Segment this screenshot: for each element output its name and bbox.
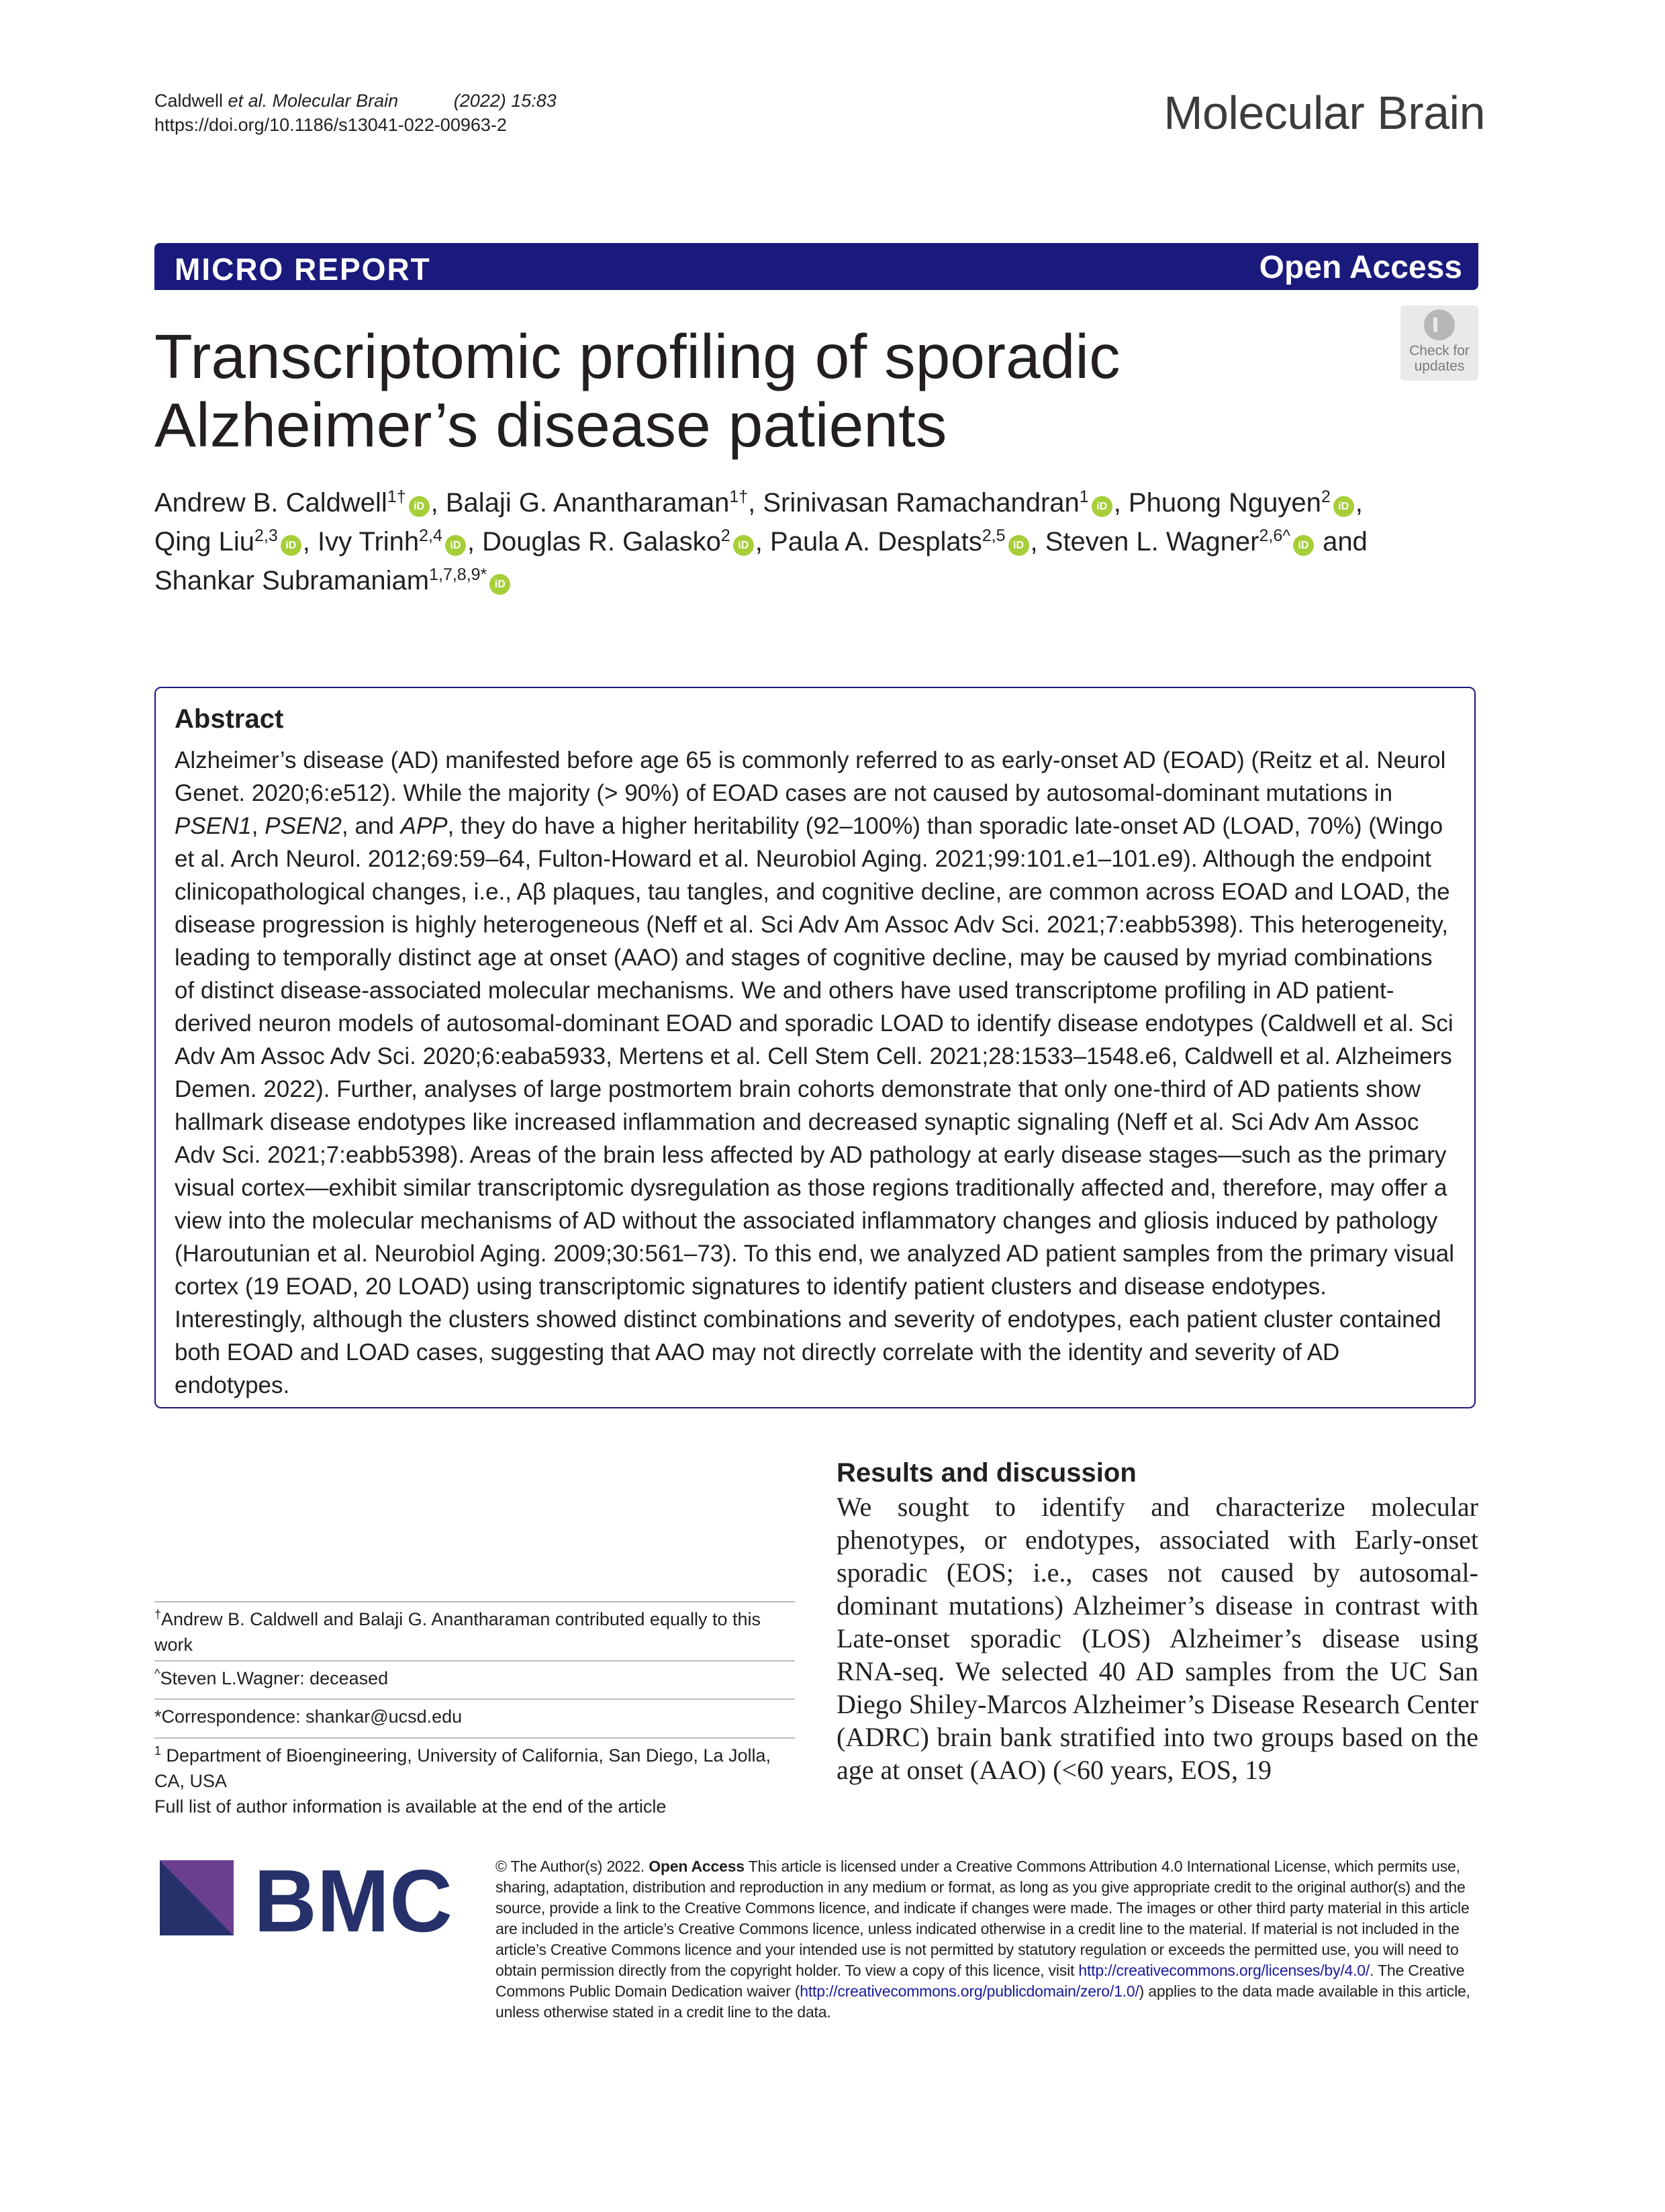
footnote-affiliation: $^1$ Department of Bioengineering, University of California, San Diego, La Jolla, CA, USA Full list of author information is available at the end of the article (154, 1744, 771, 1817)
public-domain-link[interactable]: http://creativecommons.org/publicdomain/zero/1.0/ (800, 1982, 1139, 2000)
orcid-icon[interactable]: iD (1008, 535, 1029, 556)
doi-link[interactable]: https://doi.org/10.1186/s13041-022-00963-2 (154, 115, 507, 135)
author[interactable]: Paula A. Desplats$^{2,5}$ (770, 526, 1006, 557)
results-body-text: We sought to identify and characterize molecular phenotypes, or endotypes, associated with Early-onset sporadic (EOS; i.e., cases not caused by autosomal-dominant mutations) Alzheimer’s disease in contrast with Late-onset sporadic (LOS) Alzheimer’s disease using RNA-seq. We selected 40 AD samples from the UC San Diego Shiley-Marcos Alzheimer’s Disease Research Center (ADRC) brain bank stratified into two groups based on the age at onset (AAO) (<60 years, EOS, 19 (837, 1492, 1478, 1785)
orcid-icon[interactable]: iD (489, 574, 510, 595)
gene-name: PSEN1 (175, 813, 252, 839)
title-line-1: Transcriptomic profiling of sporadic (154, 322, 1121, 391)
author-list: Andrew B. Caldwell$^{1\dagger}$iD , Balaji G. Anantharaman$^{1\dagger}$, Srinivasan Ramachandran$^1$iD , Phuong Nguyen$^2$iD , Qing Liu$^{2,3}$iD , Ivy Trinh$^{2,4}$iD , Douglas R. Galasko$^2$iD , Paula A. Desplats$^{2,5}$iD , Steven L. Wagner$^{2,6\^{}}$iD and Shankar Subramaniam$^{1,7,8,9*}$iD (154, 487, 1368, 595)
journal-name: Molecular Brain (1163, 87, 1485, 139)
orcid-icon[interactable]: iD (1333, 496, 1354, 517)
check-for-updates-button[interactable] (1400, 305, 1478, 381)
check-for-updates-icon (1424, 309, 1455, 340)
orcid-icon[interactable]: iD (1092, 496, 1112, 517)
abstract-heading: Abstract (175, 704, 284, 734)
bmc-logo-text: BMC (254, 1860, 453, 1935)
section-heading: Results and discussion (837, 1458, 1137, 1488)
footnote-full-list: Full list of author information is available at the end of the article (154, 1796, 667, 1817)
abstract-text: Alzheimer’s disease (AD) manifested before age 65 is commonly referred to as early-onset AD (EOAD) (Reitz et al. Neurol Genet. 2020;6:e512). While the majority (> 90%) of EOAD cases are not caused by autosomal-dominant mutations in PSEN1, PSEN2, and APP, they do have a higher heritability (92–100%) than sporadic late-onset AD (LOAD, 70%) (Wingo et al. Arch Neurol. 2012;69:59–64, Fulton-Howard et al. Neurobiol Aging. 2021;99:101.e1–101.e9). Although the endpoint clinicopathological changes, i.e., Aβ plaques, tau tangles, and cognitive decline, are common across EOAD and LOAD, the disease progression is highly heterogeneous (Neff et al. Sci Adv Am Assoc Adv Sci. 2021;7:eabb5398). This heterogeneity, leading to temporally distinct age at onset (AAO) and stages of cognitive decline, may be caused by myriad combinations of distinct disease-associated molecular mechanisms. We and others have used transcriptome profiling in AD patient-derived neuron models of autosomal-dominant EOAD and sporadic LOAD to identify disease endotypes (Caldwell et al. Sci Adv Am Assoc Adv Sci. 2020;6:eaba5933, Mertens et al. Cell Stem Cell. 2021;28:1533–1548.e6, Caldwell et al. Alzheimers Demen. 2022). Further, analyses of large postmortem brain cohorts demonstrate that only one-third of AD patients show hallmark disease endotypes like increased inflammation and decreased synaptic signaling (Neff et al. Sci Adv Am Assoc Adv Sci. 2021;7:eabb5398). Areas of the brain less affected by AD pathology at early disease stages—such as the primary visual cortex—exhibit similar transcriptomic dysregulation as those regions traditionally affected and, therefore, may offer a view into the molecular mechanisms of AD without the associated inflammatory changes and gliosis induced by pathology (Haroutunian et al. Neurobiol Aging. 2009;30:561–73). To this end, we analyzed AD patient samples from the primary visual cortex (19 EOAD, 20 LOAD) using transcriptomic signatures to identify patient clusters and disease endotypes. Interestingly, although the clusters showed distinct combinations and severity of endotypes, each patient cluster contained both EOAD and LOAD cases, suggesting that AAO may not directly correlate with the identity and severity of AD endotypes. (175, 747, 1455, 1398)
running-head (154, 89, 557, 137)
orcid-icon[interactable]: iD (409, 496, 430, 517)
license-link[interactable]: http://creativecommons.org/licenses/by/4.0/ (1078, 1962, 1370, 1979)
citation-line (154, 89, 557, 113)
check-for-updates-label: Check for updates (1409, 343, 1470, 374)
author[interactable]: Steven L. Wagner$^{2,6\^{}}$ (1045, 526, 1290, 557)
orcid-icon[interactable]: iD (445, 535, 466, 556)
footnote-deceased: ^Steven L.Wagner: deceased (154, 1667, 389, 1688)
author[interactable]: Phuong Nguyen$^2$ (1128, 487, 1331, 518)
orcid-icon[interactable]: iD (733, 535, 754, 556)
gene-name: APP (400, 813, 448, 839)
footnote-divider (154, 1737, 795, 1739)
author[interactable]: Shankar Subramaniam$^{1,7,8,9*}$ (154, 565, 487, 595)
title-line-2: Alzheimer’s disease patients (154, 390, 947, 460)
open-access-label: Open Access (1259, 250, 1462, 285)
footnote-divider (154, 1601, 795, 1602)
author[interactable]: Qing Liu$^{2,3}$ (154, 526, 278, 557)
orcid-icon[interactable]: iD (1293, 535, 1314, 556)
citation-journal: et al. Molecular Brain (228, 91, 399, 111)
bmc-logo (160, 1860, 455, 1935)
author[interactable]: Andrew B. Caldwell$^{1\dagger}$ (154, 487, 406, 518)
gene-name: PSEN2 (265, 813, 342, 839)
footnote-equal-contribution: †Andrew B. Caldwell and Balaji G. Anantharaman contributed equally to this work (154, 1608, 761, 1655)
license-text: © The Author(s) 2022. Open Access This article is licensed under a Creative Commons Attribution 4.0 International License, which permits use, sharing, adaptation, distribution and reproduction in any medium or format, as long as you give appropriate credit to the original author(s) and the source, provide a link to the Creative Commons licence, and indicate if changes were made. The images or other third party material in this article are included in the article’s Creative Commons licence, unless indicated otherwise in a credit line to the material. If material is not included in the article’s Creative Commons licence and your intended use is not permitted by statutory regulation or exceeds the permitted use, you will need to obtain permission directly from the copyright holder. To view a copy of this licence, visit http://creativecommons.org/licenses/by/4.0/. The Creative Commons Public Domain Dedication waiver (http://creativecommons.org/publicdomain/zero/1.0/) applies to the data made available in this article, unless otherwise stated in a credit line to the data. (495, 1858, 1470, 2021)
footnote-correspondence: *Correspondence: shankar@ucsd.edu (154, 1706, 463, 1727)
article-type-label: MICRO REPORT (175, 252, 431, 287)
footnote-divider (154, 1698, 795, 1700)
author[interactable]: Ivy Trinh$^{2,4}$ (317, 526, 442, 557)
author[interactable]: Srinivasan Ramachandran$^1$ (763, 487, 1089, 518)
article-type-banner (154, 243, 1478, 290)
citation-year: (2022) 15:83 (453, 91, 557, 111)
abstract-box (154, 687, 1476, 1408)
author[interactable]: Douglas R. Galasko$^2$ (482, 526, 730, 557)
footnote-divider (154, 1660, 795, 1662)
orcid-icon[interactable]: iD (281, 535, 301, 556)
article-title (154, 322, 1376, 459)
author[interactable]: Balaji G. Anantharaman$^{1\dagger}$ (445, 487, 749, 518)
citation-authors: Caldwell (154, 91, 228, 111)
